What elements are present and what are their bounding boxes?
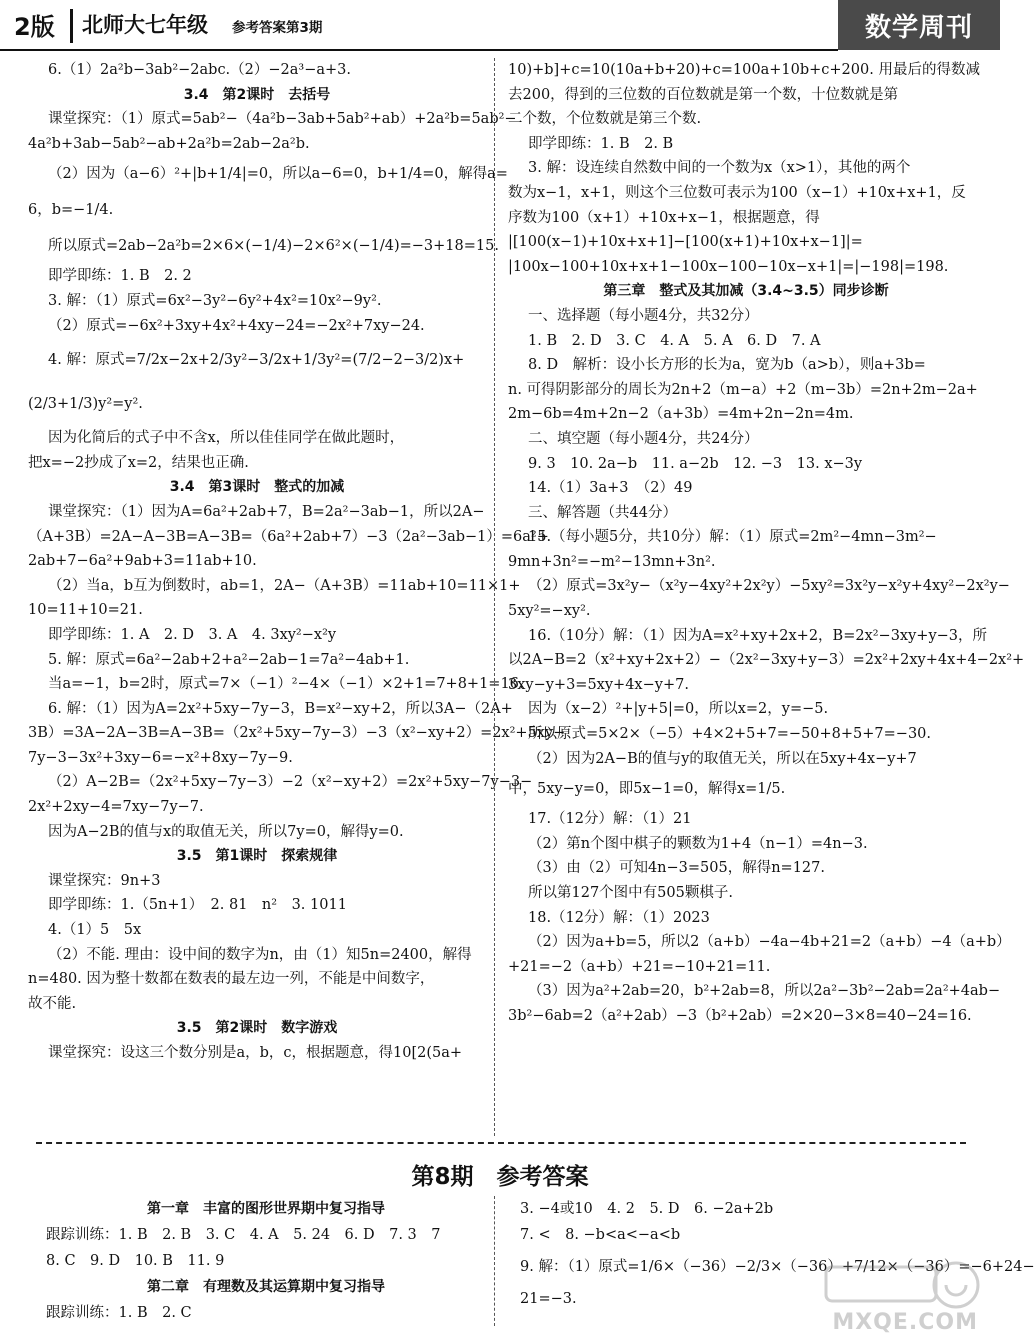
answer-line: 课堂探究：9n+3 [48,872,161,889]
subsection-heading: 一、选择题（每小题4分，共32分） [528,307,759,324]
brand-logo: 数学周刊 [838,0,1000,50]
answer-line: 3. 解：设连续自然数中间的一个数为x（x>1），其他的两个 [528,160,911,177]
answer-line: 10)+b]+c=10(10a+b+20)+c=100a+10b+c+200. 用最后的得数减 [508,62,980,78]
practice-line: 即学即练：1.（5n+1） 2. 81 n² 3. 1011 [48,897,347,914]
answer-line: |[100(x−1)+10x+x+1]−[100(x+1)+10x+x−1]|= [508,234,863,251]
bottom-left-column [46,1196,486,1326]
answer-line: 9mn+3n²=−m²−13mn+3n². [508,553,716,570]
answer-line: 2x²+2xy−4=7xy−7y−7. [28,799,204,816]
answer-line: （2）原式=−6x²+3xy+4x²+4xy−24=−2x²+7xy−24. [48,317,425,334]
practice-line: 即学即练：1. B 2. B [528,135,674,152]
answer-line: 5xy²=−xy². [508,603,591,620]
answer-line: 4. 解：原式=7/2x−2x+2/3y²−3/2x+1/3y²=(7/2−2−3/2)x+ [48,352,465,369]
practice-line: 8. C 9. D 10. B 11. 9 [46,1253,225,1269]
watermark-logo-icon [816,1257,984,1313]
answer-line: 4.（1）5 5x [48,922,142,939]
answer-line: 15.（每小题5分，共10分）解：（1）原式=2m²−4mn−3m²− [528,529,937,546]
answer-line: （2）因为a+b=5，所以2（a+b）−4a−4b+21=2（a+b）−4（a+b） [528,934,1011,951]
answer-line: 去200，得到的三位数的百位数就是第一个数，十位数就是第 [508,86,899,103]
answer-line: 7. < 8. −b<a<−a<b [520,1227,681,1243]
section-heading: 3.5 第2课时 数字游戏 [176,1020,338,1037]
answer-line: （2）A−2B=（2x²+5xy−7y−3）−2（x²−xy+2）=2x²+5xy−7y−3− [48,774,533,791]
answer-line: 3xy−y+3=5xy+4x−y+7. [508,676,689,693]
right-column [508,58,1025,1029]
answer-line: 5. 解：原式=6a²−2ab+2+a²−2ab−1=7a²−4ab+1. [48,651,410,668]
section-heading: 3.5 第1课时 探索规律 [176,848,338,865]
answer-line: （2）第n个图中棋子的颗数为1+4（n−1）=4n−3. [528,835,868,852]
column-divider [494,1196,495,1326]
column-divider [494,58,495,1136]
answer-line: 所以原式=2ab−2a²b=2×6×(−1/4)−2×6²×(−1/4)=−3+18=15. [48,238,499,255]
section-heading: 3.4 第3课时 整式的加减 [169,479,345,496]
answer-line: 因为A−2B的值与x的取值无关，所以7y=0，解得y=0. [48,823,404,840]
answer-line: 6. 解：（1）因为A=2x²+5xy−7y−3，B=x²−xy+2，所以3A−（2A+ [48,700,513,717]
answer-line: 课堂探究：设这三个数分别是a，b，c，根据题意，得10[2(5a+ [48,1045,463,1061]
answer-line: 2m−6b=4m+2n−2（a+3b）=4m+2n−2n=4m. [508,406,854,423]
answer-line: 18.（12分）解：（1）2023 [528,909,710,926]
answer-line: 8. D 解析：设小长方形的长为a，宽为b（a>b），则a+3b= [528,357,926,374]
practice-line: 跟踪训练：1. B 2. B 3. C 4. A 5. 24 6. D 7. 3 7 [46,1227,441,1243]
answer-line: +21=−2（a+b）+21=−10+21=11. [508,958,771,975]
answer-line: 3b²−6ab=2（a²+2ab）−3（b²+2ab）=2×20−3×8=40−24=16. [508,1007,972,1024]
answer-line: n=480. 因为整十数都在数表的最左边一列，不能是中间数字， [28,971,435,988]
section-heading: 第一章 丰富的图形世界期中复习指导 [147,1201,385,1217]
answer-line: 所以第127个图中有505颗棋子. [528,885,733,901]
answer-line: 10=11+10=21. [28,602,143,619]
answer-line: （3）由（2）可知4n−3=505，解得n=127. [528,860,825,877]
edition-label: 2版 [14,13,55,41]
answer-line: （A+3B）=2A−A−3B=A−3B=（6a²+2ab+7）−3（2a²−3ab−1）=6a²+ [28,528,549,545]
answer-line: 16.（10分）解：（1）因为A=x²+xy+2x+2，B=2x²−3xy+y−3，所 [528,627,988,644]
issue-8-title: 第8期 参考答案 [411,1164,589,1190]
practice-line: 即学即练：1. B 2. 2 [48,268,192,285]
answer-line: （2）因为2A−B的值与y的取值无关，所以在5xy+4x−y+7 [528,750,917,767]
answer-line: 7y−3−3x²+3xy−6=−x²+8xy−7y−9. [28,749,293,766]
answer-line: （3）因为a²+2ab=20，b²+2ab=8，所以2a²−3b²−2ab=2a²+4ab− [528,983,1001,1000]
header-divider [70,9,73,43]
grade-label: 北师大七年级 [82,13,208,37]
answer-line: （2）原式=3x²y−（x²y−4xy²+2x²y）−5xy²=3x²y−x²y+4xy²−2x²y− [528,578,1010,595]
answer-line: 2ab+7−6a²+9ab+3=11ab+10. [28,553,257,570]
answer-line: 21=−3. [520,1291,577,1307]
answer-line: 6.（1）2a²b−3ab²−2abc.（2）−2a³−a+3. [48,62,352,78]
answer-line: 故不能. [28,995,77,1012]
practice-line: 即学即练：1. A 2. D 3. A 4. 3xy²−x²y [48,626,337,643]
subsection-heading: 二、填空题（每小题4分，共24分） [528,430,759,447]
answer-line: 中，5xy−y=0，即5x−1=0，解得x=1/5. [508,781,786,798]
page-header [0,0,1000,52]
answer-line: 所以原式=5×2×（−5）+4×2+5+7=−50+8+5+7=−30. [528,726,932,743]
answer-line: 序数为100（x+1）+10x+x−1，根据题意，得 [508,209,820,226]
answer-line: 9. 3 10. 2a−b 11. a−2b 12. −3 13. x−3y [528,455,863,472]
answer-line: 14.（1）3a+3 （2）49 [528,480,693,497]
answer-line: （2）当a，b互为倒数时，ab=1，2A−（A+3B）=11ab+10=11×1+ [48,577,521,594]
answer-line: 17.（12分）解：（1）21 [528,811,692,828]
watermark-text: MXQE.COM [832,1310,978,1335]
answer-line: 9. 解：（1）原式=1/6×（−36）−2/3×（−36）+7/12×（−36）=−6+24− [520,1259,1035,1275]
answer-line: |100x−100+10x+x+1−100x−100−10x−x+1|=|−198|=198. [508,258,949,275]
answer-line: （2）不能. 理由：设中间的数字为n，由（1）知5n=2400，解得 [48,946,472,963]
header-rule [0,49,838,51]
answer-line: 把x=−2抄成了x=2，结果也正确. [28,454,249,471]
answer-line: 因为化简后的式子中不含x，所以佳佳同学在做此题时， [48,430,405,447]
answer-line: 二个数，个位数就是第三个数. [508,111,702,128]
watermark [816,1257,984,1337]
section-separator [36,1142,966,1144]
answer-line: 3. 解：（1）原式=6x²−3y²−6y²+4x²=10x²−9y². [48,292,382,309]
answer-line: 因为（x−2）²+|y+5|=0，所以x=2，y=−5. [528,701,829,718]
answer-line: 课堂探究：（1）原式=5ab²−（4a²b−3ab+5ab²+ab）+2a²b=5ab²− [48,111,517,128]
answer-line: 数为x−1，x+1，则这个三位数可表示为100（x−1）+10x+x+1，反 [508,184,966,201]
answer-line: n. 可得阴影部分的周长为2n+2（m−a）+2（m−3b）=2n+2m−2a+ [508,381,978,398]
answer-line: (2/3+1/3)y²=y². [28,396,143,413]
answer-line: （2）因为（a−6）²+|b+1/4|=0，所以a−6=0，b+1/4=0，解得a= [48,166,508,183]
answer-line: 3. −4或10 4. 2 5. D 6. −2a+2b [520,1201,774,1217]
subsection-heading: 三、解答题（共44分） [528,504,677,521]
answer-line: 课堂探究：（1）因为A=6a²+2ab+7，B=2a²−3ab−1，所以2A− [48,503,485,520]
answer-line: 当a=−1，b=2时，原式=7×（−1）²−4×（−1）×2+1=7+8+1=16. [48,676,524,693]
answer-line: 1. B 2. D 3. C 4. A 5. A 6. D 7. A [528,332,821,349]
practice-line: 跟踪训练：1. B 2. C [46,1305,192,1321]
issue-label: 参考答案第3期 [232,20,323,36]
section-heading: 第二章 有理数及其运算期中复习指导 [147,1279,385,1295]
answer-line: 以2A−B=2（x²+xy+2x+2）−（2x²−3xy+y−3）=2x²+2xy+4x+4−2x²+ [508,652,1025,669]
answer-line: 6，b=−1/4. [28,202,114,219]
answer-line: 4a²b+3ab−5ab²−ab+2a²b=2ab−2a²b. [28,135,310,152]
answer-line: 3B）=3A−2A−3B=A−3B=（2x²+5xy−7y−3）−3（x²−xy+2）=2x²+5xy− [28,725,566,742]
section-heading: 3.4 第2课时 去括号 [183,86,331,103]
section-heading: 第三章 整式及其加减（3.4~3.5）同步诊断 [603,283,889,300]
